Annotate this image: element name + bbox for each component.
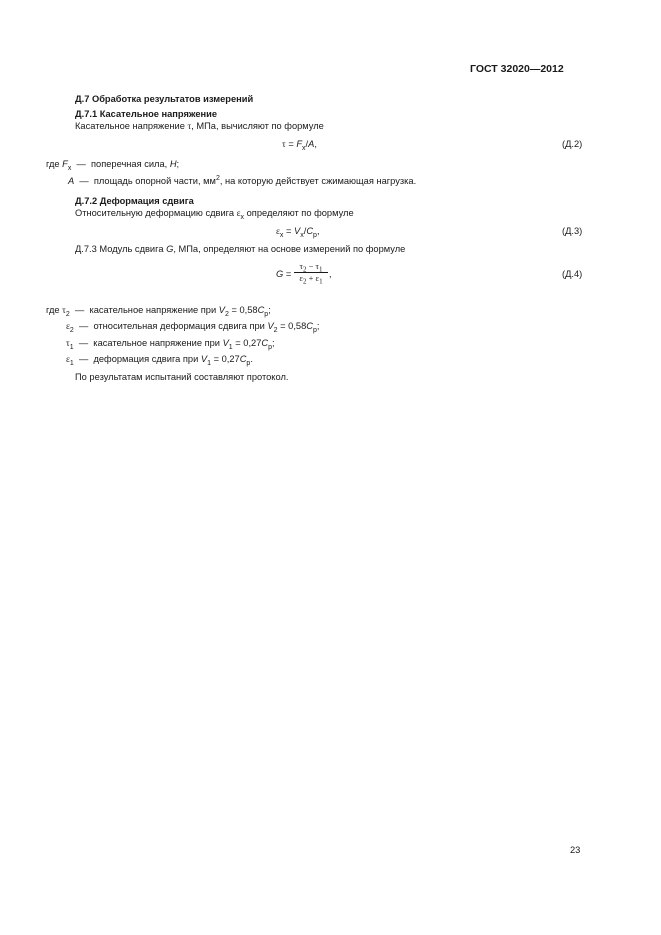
shear-modulus-intro: Д.7.3 Модуль сдвига G, МПа, определяют на основе измерений по формуле: [75, 244, 406, 254]
formula-d4-lhs: G =: [276, 269, 292, 279]
formula-d4-comma: ,: [329, 269, 332, 279]
formula-d2: $\tau = F_x/A$,: [282, 139, 317, 152]
section-title: Д.7 Обработка результатов измерений: [75, 94, 254, 104]
formula-d4-fraction: $\tau_2 - \tau_1$ $\varepsilon_2 + \varepsilon_1$: [293, 261, 329, 284]
where-force-line: где $F_x$ — поперечная сила, Н;: [46, 159, 180, 172]
shear-strain-intro: Относительную деформацию сдвига $\varepsilon_x$ определяют по формуле: [75, 208, 354, 221]
where-area-line: A — площадь опорной части, $мм^2$, на которую действует сжимающая нагрузка.: [68, 174, 417, 186]
formula-d4-number: (Д.4): [562, 269, 583, 279]
formula-d3-number: (Д.3): [562, 226, 583, 236]
page-number: 23: [570, 845, 581, 855]
shear-stress-intro: Касательное напряжение τ, МПа, вычисляют по формуле: [75, 121, 324, 132]
subsection-title-shear-strain: Д.7.2 Деформация сдвига: [75, 196, 194, 206]
formula-d2-number: (Д.2): [562, 139, 583, 149]
where-eps1-line: $\varepsilon_1$ — деформация сдвига при $V_1 = 0,27C_p$.: [66, 354, 253, 367]
conclusion-text: По результатам испытаний составляют протокол.: [75, 372, 289, 382]
subsection-title-shear-stress: Д.7.1 Касательное напряжение: [75, 109, 218, 119]
formula-d3: $\varepsilon_x = V_x/C_p$,: [276, 226, 320, 239]
where-tau1-line: $\tau_1$ — касательное напряжение при $V_1 = 0,27C_p$;: [66, 338, 275, 351]
where-eps2-line: $\varepsilon_2$ — относительная деформация сдвига при $V_2 = 0,58C_p$;: [66, 321, 320, 334]
document-header: ГОСТ 32020—2012: [470, 63, 564, 75]
where-tau2-line: где $\tau_2$ — касательное напряжение при $V_2 = 0,58C_p$;: [46, 305, 271, 318]
